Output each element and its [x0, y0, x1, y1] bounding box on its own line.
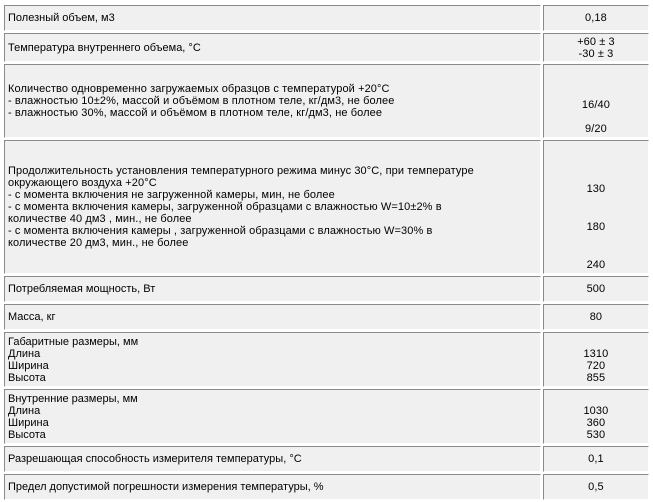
label-line: - влажностью 10±2%, массой и объёмом в плотном теле, кг/дм3, не более [8, 95, 395, 107]
table-row [4, 140, 649, 274]
measurement-error-limit-value [543, 474, 649, 500]
label-line: Длина [8, 347, 41, 360]
power-consumption-label [4, 276, 541, 302]
table-row [4, 446, 649, 472]
label-line: Ширина [8, 359, 49, 372]
label-line: Предел допустимой погрешности измерения температуры, % [8, 481, 324, 493]
label-line: Полезный объем, м3 [8, 12, 115, 24]
internal-temperature-label [4, 33, 541, 62]
power-consumption-value [543, 276, 649, 302]
internal-dimensions-value [543, 389, 649, 444]
label-line: Количество одновременно загружаемых образцов с температурой +20°С [8, 83, 390, 95]
internal-dimensions-label [4, 389, 541, 444]
label-line: Длина [8, 404, 41, 417]
label-line: Высота [8, 371, 46, 384]
thermometer-resolution-value [543, 446, 649, 472]
label-line: - с момента включения камеры , загруженной образцами с влажностью W=30% в [8, 225, 433, 237]
value-line: 80 [589, 311, 603, 323]
label-line: Продолжительность установления температурного режима минус 30°С, при температуре [8, 165, 474, 177]
table-row [4, 5, 649, 31]
value-line: 16/40 [581, 99, 610, 111]
overall-dimensions-value [543, 332, 649, 387]
internal-temperature-value [543, 33, 649, 62]
table-row [4, 64, 649, 138]
label-line: Потребляемая мощность, Вт [8, 283, 156, 295]
value-line: 1310 [583, 348, 609, 360]
value-line: 240 [586, 259, 606, 271]
value-line: -30 ± 3 [578, 47, 614, 60]
specifications-table [2, 3, 651, 502]
label-line: - с момента включения камеры, загруженной образцами с влажностью W=10±2% в [8, 201, 442, 213]
value-line: 360 [586, 417, 606, 429]
value-line: 0,5 [588, 481, 604, 493]
thermometer-resolution-label [4, 446, 541, 472]
label-line: окружающего воздуха +20°С [8, 177, 157, 189]
value-line: 180 [586, 221, 606, 233]
label-line: Ширина [8, 416, 49, 429]
label-line: количестве 20 дм3, мин., не более [8, 237, 189, 249]
label-line: - влажностью 30%, массой и объёмом в плотном теле, кг/дм3, не более [8, 107, 383, 119]
temperature-settling-time-value [543, 140, 649, 274]
label-line: Высота [8, 428, 46, 441]
label-line: Габаритные размеры, мм [8, 335, 139, 348]
spacer [547, 233, 645, 259]
label-line: - с момента включения не загруженной камеры, мин, не более [8, 189, 335, 201]
table-row [4, 33, 649, 62]
mass-label [4, 304, 541, 330]
value-line: 0,18 [585, 12, 607, 24]
value-line: +60 ± 3 [577, 35, 615, 48]
sample-quantity-label [4, 64, 541, 138]
value-line: 0,1 [588, 453, 604, 465]
table-row [4, 389, 649, 444]
table-row [4, 304, 649, 330]
useful-volume-label [4, 5, 541, 31]
overall-dimensions-label [4, 332, 541, 387]
spacer [547, 195, 645, 221]
spacer [547, 111, 645, 123]
label-line: Температура внутреннего объема, °С [8, 41, 201, 54]
sample-quantity-value [543, 64, 649, 138]
temperature-settling-time-label [4, 140, 541, 274]
value-line: 855 [586, 372, 606, 384]
table-row [4, 332, 649, 387]
measurement-error-limit-label [4, 474, 541, 500]
value-line: 1030 [583, 405, 609, 417]
value-line: 130 [586, 183, 606, 195]
value-line: 720 [586, 360, 606, 372]
label-line: Внутренние размеры, мм [8, 392, 138, 405]
value-line: 500 [586, 283, 606, 295]
mass-value [543, 304, 649, 330]
value-line: 9/20 [585, 123, 607, 135]
label-line: Масса, кг [8, 311, 56, 323]
table-row [4, 474, 649, 500]
label-line: количестве 40 дм3 , мин., не более [8, 213, 192, 225]
label-line: Разрешающая способность измерителя температуры, °С [8, 453, 302, 465]
value-line: 530 [586, 429, 606, 441]
table-row [4, 276, 649, 302]
useful-volume-value [543, 5, 649, 31]
